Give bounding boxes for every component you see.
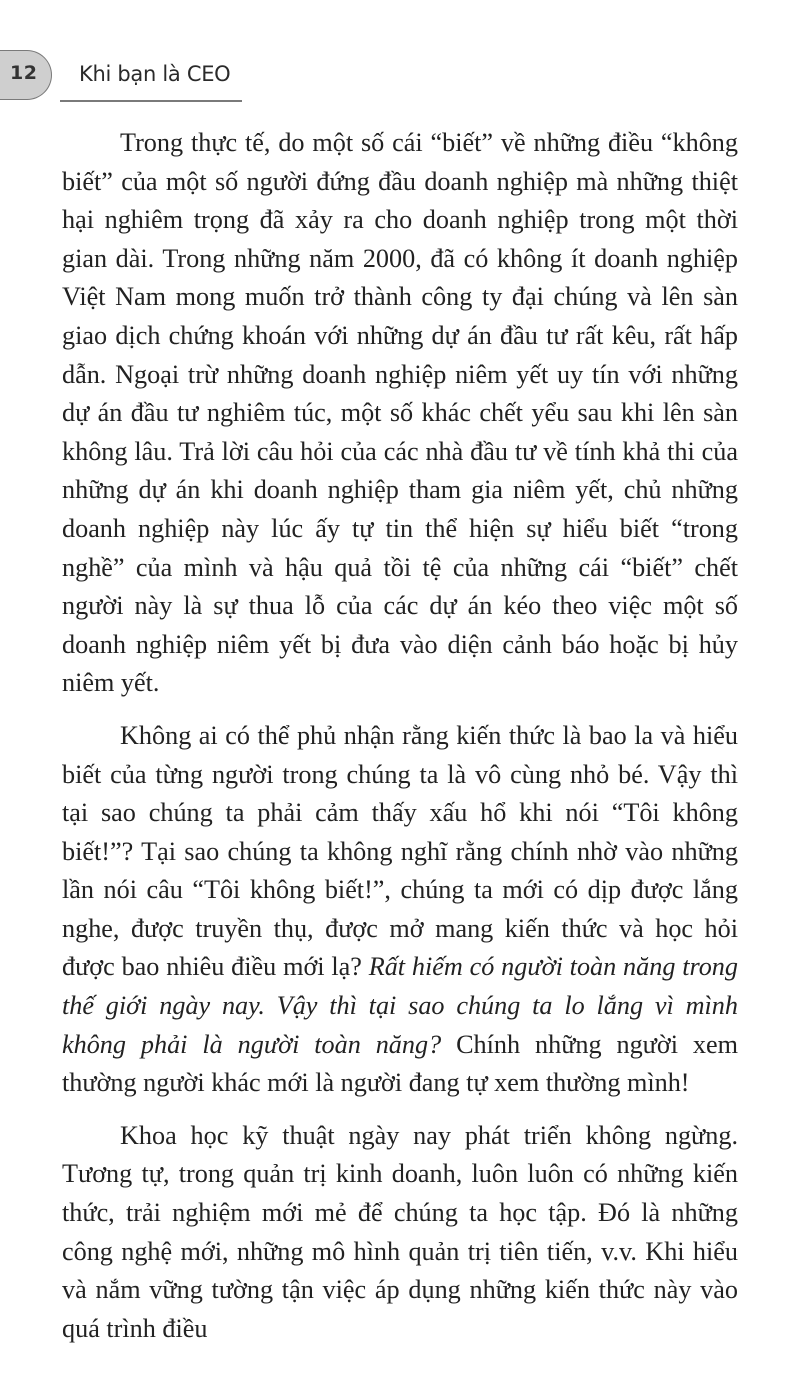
paragraph-2-text-before: Không ai có thể phủ nhận rằng kiến thức là bao la và hiểu biết của từng người trong chúng ta là vô cùng nhỏ bé. Vậy thì tại sao chúng ta phải cảm thấy xấu hổ khi nói “Tôi không biết!”? Tại sao chúng ta không nghĩ rằng chính nhờ vào những lần nói câu “Tôi không biết!”, chúng ta mới có dịp được lắng nghe, được truyền thụ, được mở mang kiến thức và học hỏi được bao nhiêu điều mới lạ? [62,720,738,982]
paragraph-1: Trong thực tế, do một số cái “biết” về những điều “không biết” của một số người đứng đầu doanh nghiệp mà những thiệt hại nghiêm trọng đã xảy ra cho doanh nghiệp trong một thời gian dài. Trong những năm 2000, đã có không ít doanh nghiệp Việt Nam mong muốn trở thành công ty đại chúng và lên sàn giao dịch chứng khoán với những dự án đầu tư rất kêu, rất hấp dẫn. Ngoại trừ những doanh nghiệp niêm yết uy tín với những dự án đầu tư nghiêm túc, một số khác chết yểu sau khi lên sàn không lâu. Trả lời câu hỏi của các nhà đầu tư về tính khả thi của những dự án khi doanh nghiệp tham gia niêm yết, chủ những doanh nghiệp này lúc ấy tự tin thể hiện sự hiểu biết “trong nghề” của mình và hậu quả tồi tệ của những cái “biết” chết người này là sự thua lỗ của các dự án kéo theo việc một số doanh nghiệp niêm yết bị đưa vào diện cảnh báo hoặc bị hủy niêm yết. [62,128,738,698]
paragraph-2-italic-text: Rất hiếm có người toàn năng trong thế giới ngày nay. Vậy thì tại sao chúng ta lo lắng vì mình không phải là người toàn năng? [62,952,738,1059]
body-text [62,124,738,1348]
paragraph-2-text-after: Chính những người xem thường người khác mới là người đang tự xem thường mình! [62,1029,738,1098]
paragraph-3: Khoa học kỹ thuật ngày nay phát triển không ngừng. Tương tự, trong quản trị kinh doanh, luôn luôn có những kiến thức, trải nghiệm mới mẻ để chúng ta học tập. Đó là những công nghệ mới, những mô hình quản trị tiên tiến, v.v. Khi hiểu và nắm vững tường tận việc áp dụng những kiến thức này vào quá trình điều [62,1120,738,1343]
paragraph-2 [62,717,738,1103]
page-number: 12 [10,62,38,84]
header-rule [60,100,242,102]
running-title: Khi bạn là CEO [79,62,231,86]
